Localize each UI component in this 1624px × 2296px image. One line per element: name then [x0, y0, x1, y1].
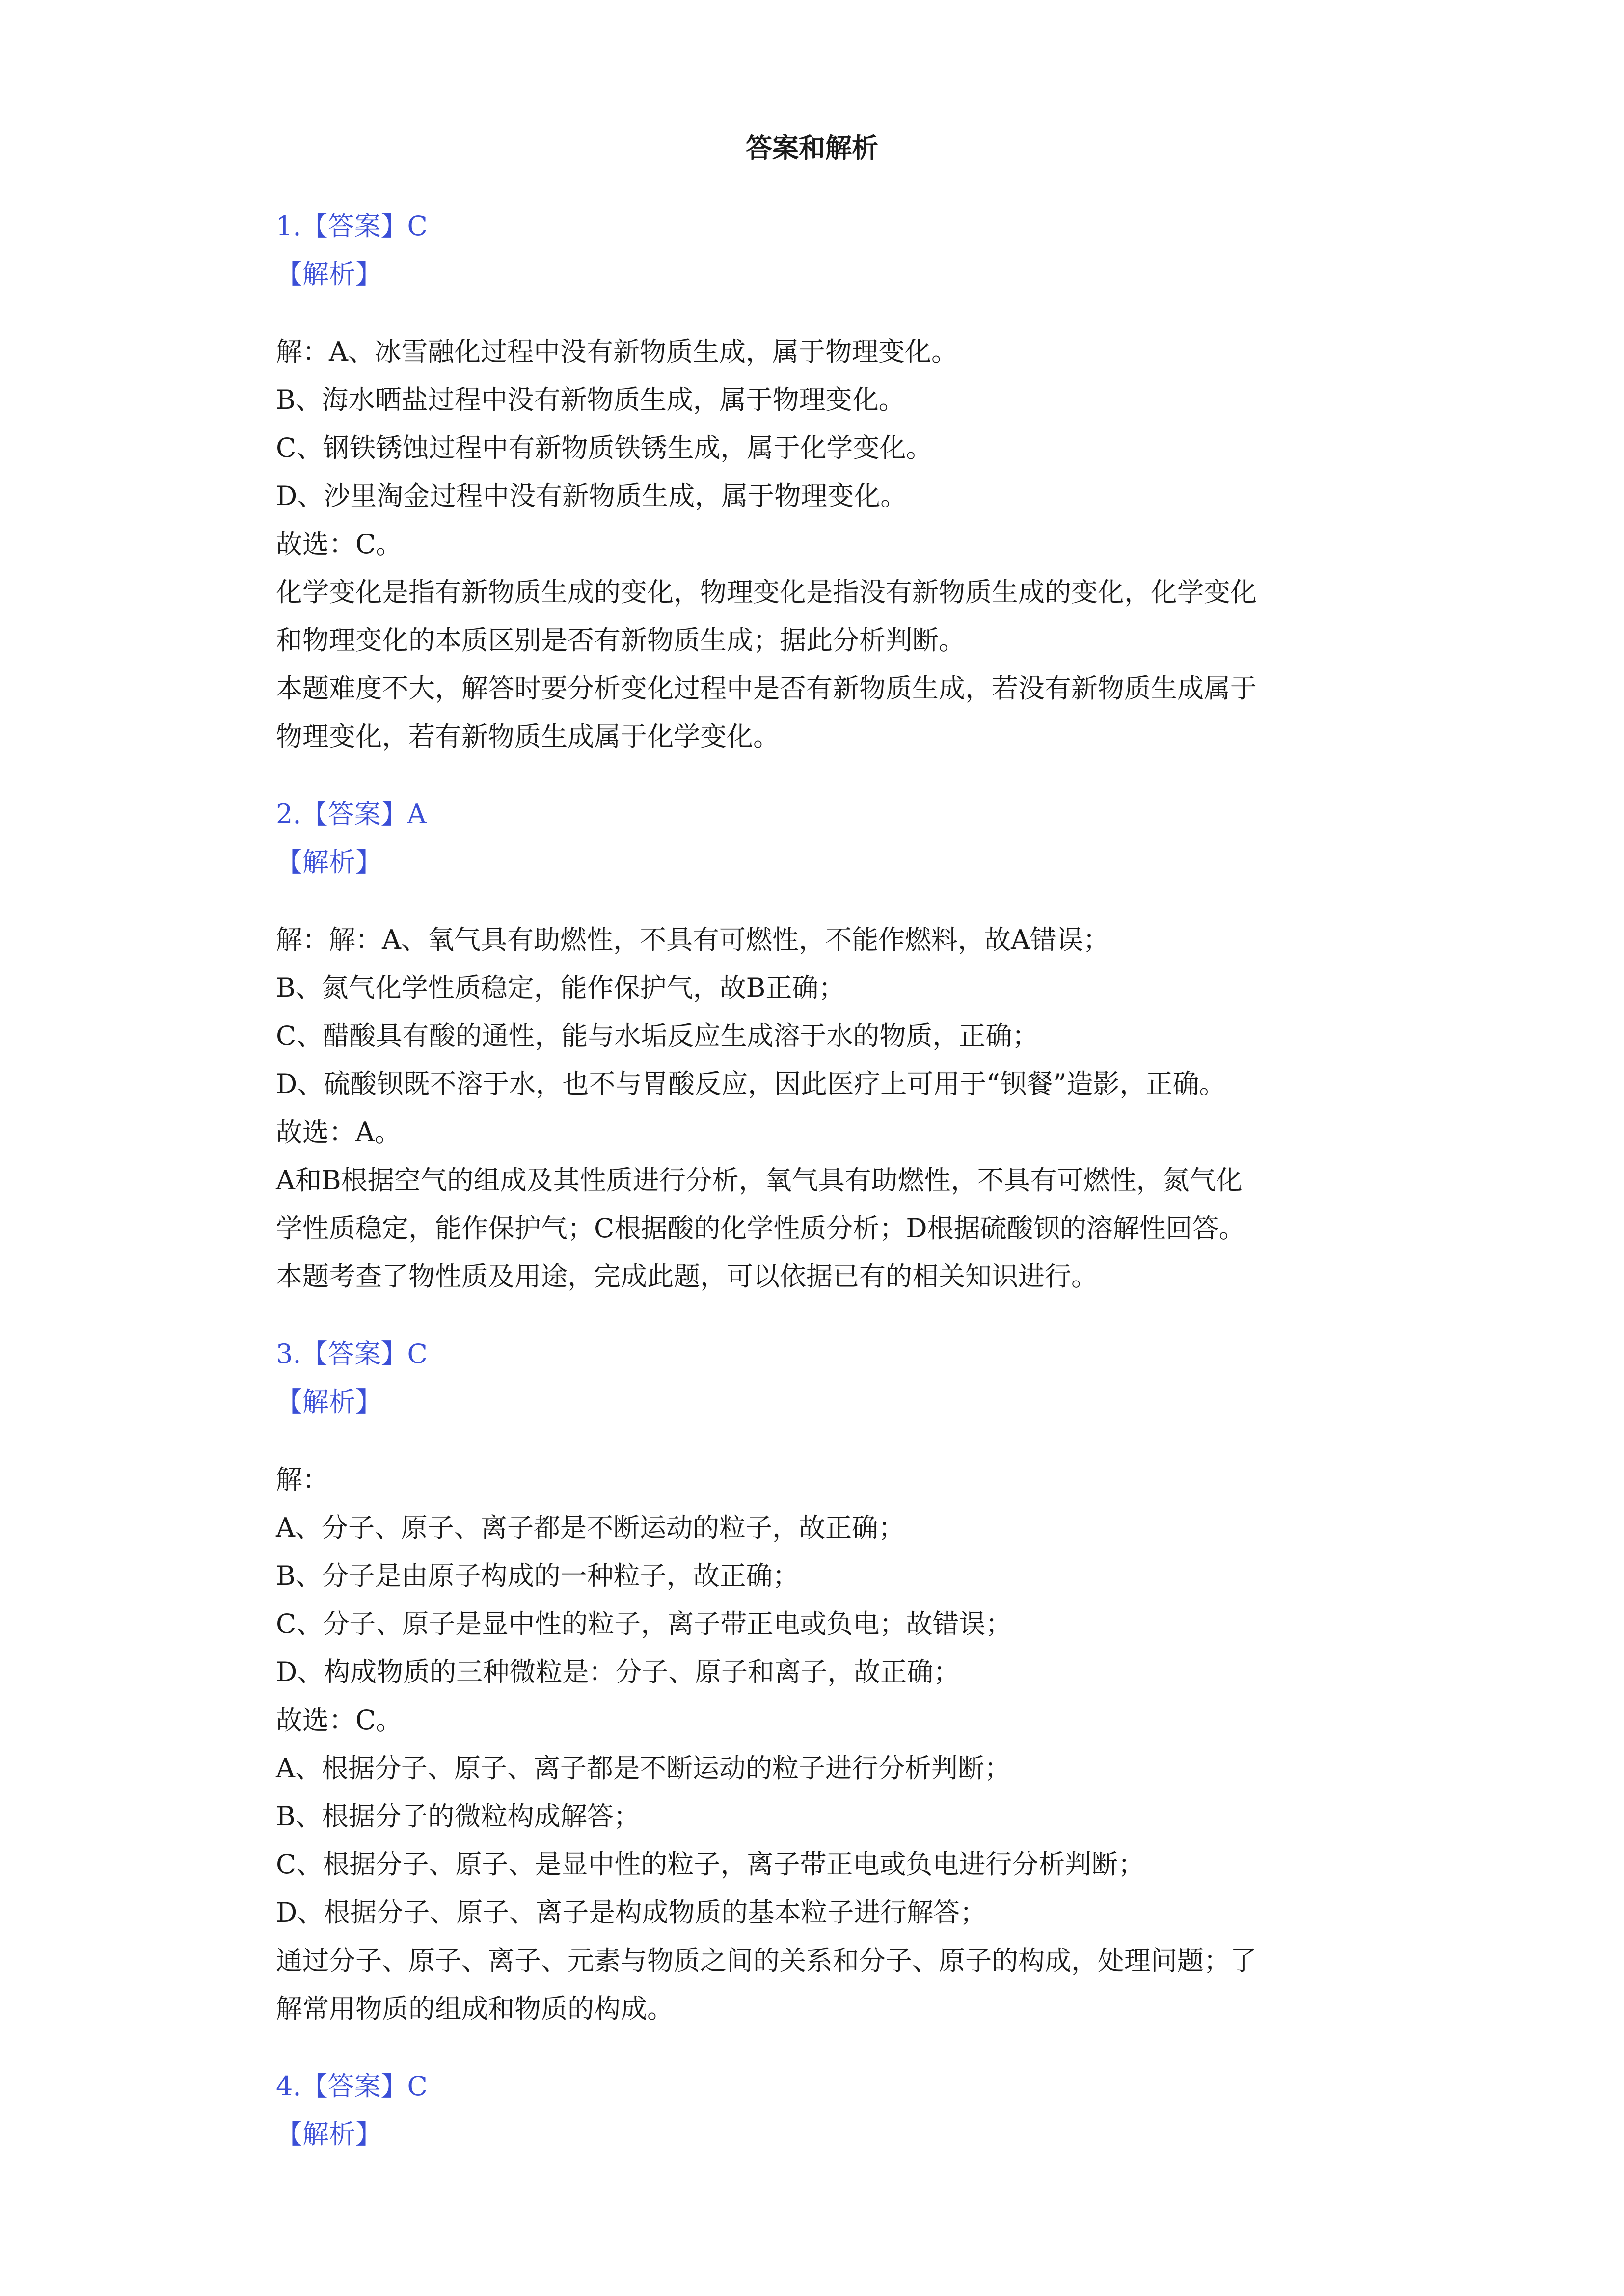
analysis-label: 【解析】 [276, 259, 382, 290]
analysis-line: A和B根据空气的组成及其性质进行分析，氧气具有助燃性，不具有可燃性，氮气化 [276, 1165, 1243, 1196]
analysis-line: 和物理变化的本质区别是否有新物质生成；据此分析判断。 [276, 625, 965, 656]
answer-label: 1.【答案】C [276, 211, 428, 241]
page-title: 答案和解析 [746, 133, 878, 163]
analysis-line: B、海水晒盐过程中没有新物质生成，属于物理变化。 [276, 384, 905, 415]
analysis-line: B、氮气化学性质稳定，能作保护气，故B正确； [276, 972, 845, 1003]
analysis-label: 【解析】 [276, 1387, 382, 1417]
question-4 [276, 2062, 1366, 2159]
analysis-line: 本题难度不大，解答时要分析变化过程中是否有新物质生成，若没有新物质生成属于 [276, 673, 1257, 704]
analysis-line: D、根据分子、原子、离子是构成物质的基本粒子进行解答； [276, 1897, 987, 1928]
analysis-line: D、硫酸钡既不溶于水，也不与胃酸反应，因此医疗上可用于“钡餐”造影，正确。 [276, 1068, 1226, 1099]
analysis-line: D、构成物质的三种微粒是：分子、原子和离子，故正确； [276, 1656, 960, 1687]
analysis-line: 解：解：A、氧气具有助燃性，不具有可燃性，不能作燃料，故A错误； [276, 924, 1110, 955]
analysis-line: B、根据分子的微粒构成解答； [276, 1801, 640, 1832]
analysis-line: A、根据分子、原子、离子都是不断运动的粒子进行分析判断； [276, 1753, 1011, 1784]
analysis-line: 解：A、冰雪融化过程中没有新物质生成，属于物理变化。 [276, 336, 958, 367]
analysis-line: C、分子、原子是显中性的粒子，离子带正电或负电；故错误； [276, 1608, 1012, 1639]
analysis-line: C、根据分子、原子、是显中性的粒子，离子带正电或负电进行分析判断； [276, 1849, 1145, 1880]
question-3 [276, 1330, 1366, 2033]
analysis-line: 故选：A。 [276, 1117, 401, 1148]
analysis-label: 【解析】 [276, 847, 382, 878]
analysis-line: A、分子、原子、离子都是不断运动的粒子，故正确； [276, 1512, 905, 1543]
analysis-line: D、沙里淘金过程中没有新物质生成，属于物理变化。 [276, 481, 907, 511]
analysis-line: 通过分子、原子、离子、元素与物质之间的关系和分子、原子的构成，处理问题；了 [276, 1945, 1257, 1976]
analysis-line: B、分子是由原子构成的一种粒子，故正确； [276, 1560, 799, 1591]
analysis-line: 故选：C。 [276, 529, 403, 560]
analysis-line: C、醋酸具有酸的通性，能与水垢反应生成溶于水的物质，正确； [276, 1020, 1039, 1051]
analysis-line: 学性质稳定，能作保护气；C根据酸的化学性质分析；D根据硫酸钡的溶解性回答。 [276, 1213, 1245, 1244]
answer-label: 4.【答案】C [276, 2071, 428, 2102]
analysis-line: 本题考查了物性质及用途，完成此题，可以依据已有的相关知识进行。 [276, 1261, 1098, 1292]
analysis-label: 【解析】 [276, 2119, 382, 2150]
analysis-line: 解： [276, 1464, 329, 1495]
question-1 [276, 202, 1366, 761]
analysis-line: C、钢铁锈蚀过程中有新物质铁锈生成，属于化学变化。 [276, 432, 933, 463]
analysis-line: 物理变化，若有新物质生成属于化学变化。 [276, 721, 780, 752]
analysis-line: 故选：C。 [276, 1705, 403, 1735]
answer-label: 3.【答案】C [276, 1338, 428, 1369]
answer-label: 2.【答案】A [276, 799, 427, 829]
analysis-line: 解常用物质的组成和物质的构成。 [276, 1993, 674, 2024]
answer-content [276, 202, 1366, 2159]
question-2 [276, 790, 1366, 1301]
analysis-line: 化学变化是指有新物质生成的变化，物理变化是指没有新物质生成的变化，化学变化 [276, 577, 1257, 608]
